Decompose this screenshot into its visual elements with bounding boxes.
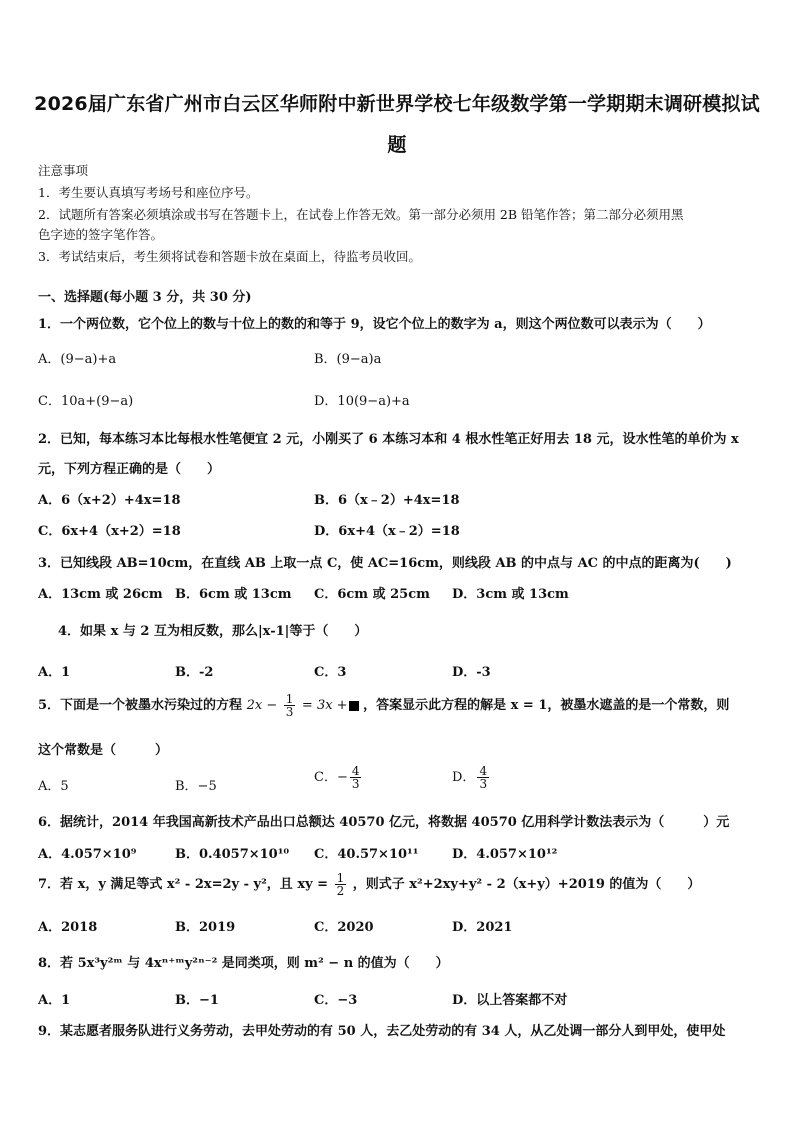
q6-option-a: A．4.057×10⁹: [38, 847, 137, 862]
question-2-line1: 2．已知，每本练习本比每根水性笔便宜 2 元，小刚买了 6 本练习本和 4 根水性笔正好用去 18 元，设水性笔的单价为 x: [38, 432, 739, 447]
q2-option-b: B．6（x﹣2）+4x=18: [314, 493, 460, 508]
q5-option-b: B．−5: [175, 779, 217, 794]
q5-c-numerator: 4: [351, 764, 360, 778]
q5-equation-right: = 3x +: [301, 698, 348, 713]
q5-equation-fraction: [284, 693, 296, 718]
q7-option-d: D．2021: [452, 920, 513, 935]
q8-option-d: D．以上答案都不对: [452, 993, 568, 1008]
question-3: 3．已知线段 AB=10cm，在直线 AB 上取一点 C，使 AC=16cm，则线段 AB 的中点与 AC 的中点的距离为( ): [38, 556, 732, 571]
q5-option-d-label: D．: [452, 770, 476, 785]
q1-option-c: C．10a+(9−a): [38, 394, 134, 409]
exam-title-line1: 2026届广东省广州市白云区华师附中新世界学校七年级数学第一学期期末调研模拟试: [34, 93, 760, 115]
question-8: 8．若 5x³y²ᵐ 与 4xⁿ⁺ᵐy²ⁿ⁻² 是同类项，则 m² − n 的值为（ ）: [38, 956, 449, 971]
q3-option-b: B．6cm 或 13cm: [175, 587, 292, 602]
question-1: 1．一个两位数，它个位上的数与十位上的数的和等于 9，设它个位上的数字为 a，则这个两位数可以表示为（ ）: [38, 317, 711, 332]
question-9: 9．某志愿者服务队进行义务劳动，去甲处劳动的有 50 人，去乙处劳动的有 34 人，从乙处调一部分人到甲处，使甲处: [38, 1024, 726, 1039]
q5-equation-left: 2x −: [246, 698, 278, 713]
ink-blot-icon: [349, 701, 359, 711]
q7-option-a: A．2018: [38, 920, 98, 935]
question-5-line2: 这个常数是（ ）: [38, 743, 169, 758]
q8-option-b: B．−1: [175, 993, 219, 1008]
q2-option-d: D．6x+4（x﹣2）=18: [314, 524, 460, 539]
q5-frac-denominator: 3: [285, 705, 294, 719]
question-6: 6．据统计，2014 年我国高新技术产品出口总额达 40570 亿元，将数据 40570 亿用科学计数法表示为（ ）元: [38, 815, 730, 830]
q4-option-c: C．3: [314, 665, 347, 680]
q7-frac-denominator: 2: [336, 884, 345, 898]
q7-option-c: C．2020: [314, 920, 374, 935]
q4-option-a: A．1: [38, 665, 71, 680]
q8-option-c: C．−3: [314, 993, 358, 1008]
q7-option-b: B．2019: [175, 920, 236, 935]
q5-option-c-label: C．−: [314, 770, 348, 785]
q3-option-d: D．3cm 或 13cm: [452, 587, 569, 602]
q5-d-denominator: 3: [479, 777, 488, 791]
question-5-line1: [38, 693, 729, 718]
notice-item-1: 1．考生要认真填写考场号和座位序号。: [38, 185, 259, 200]
q4-option-d: D．-3: [452, 665, 491, 680]
q5-d-numerator: 4: [479, 764, 488, 778]
section1-heading: 一、选择题(每小题 3 分，共 30 分): [38, 290, 252, 305]
q5-option-d-fraction: [477, 765, 489, 790]
q1-option-d: D．10(9−a)+a: [314, 394, 410, 409]
q1-option-b: B．(9−a)a: [314, 352, 382, 367]
q7-prefix: 7．若 x，y 满足等式 x² - 2x=2y - y²，且 xy =: [38, 877, 329, 892]
q7-fraction: [335, 872, 347, 897]
q5-frac-numerator: 1: [285, 692, 294, 706]
q1-option-a: A．(9−a)+a: [38, 352, 117, 367]
question-7: [38, 872, 700, 897]
q5-option-a: A．5: [38, 779, 69, 794]
q7-frac-numerator: 1: [336, 871, 345, 885]
q8-option-a: A．1: [38, 993, 71, 1008]
q2-option-a: A．6（x+2）+4x=18: [38, 493, 181, 508]
notice-item-2-cont: 色字迹的签字笔作答。: [38, 227, 164, 242]
q3-option-c: C．6cm 或 25cm: [314, 587, 430, 602]
question-4: 4．如果 x 与 2 互为相反数，那么|x-1|等于（ ）: [58, 624, 368, 639]
q5-suffix: ，答案显示此方程的解是 x = 1，被墨水遮盖的是一个常数，则: [363, 698, 730, 713]
q5-option-c: [314, 765, 363, 790]
q5-c-denominator: 3: [351, 777, 360, 791]
q2-option-c: C．6x+4（x+2）=18: [38, 524, 181, 539]
q7-suffix: ，则式子 x²+2xy+y² - 2（x+y）+2019 的值为（ ）: [352, 877, 701, 892]
q5-option-d: [452, 765, 491, 790]
notice-heading: 注意事项: [38, 163, 89, 178]
notice-item-2: 2．试题所有答案必须填涂或书写在答题卡上，在试卷上作答无效。第一部分必须用 2B 铅笔作答；第二部分必须用黑: [38, 207, 684, 222]
notice-item-3: 3．考试结束后，考生须将试卷和答题卡放在桌面上，待监考员收回。: [38, 249, 421, 264]
q5-option-c-fraction: [350, 765, 362, 790]
exam-title-line2: 题: [387, 134, 407, 156]
q4-option-b: B．-2: [175, 665, 214, 680]
question-2-line2: 元，下列方程正确的是（ ）: [38, 462, 221, 477]
q3-option-a: A．13cm 或 26cm: [38, 587, 163, 602]
q5-prefix: 5．下面是一个被墨水污染过的方程: [38, 698, 243, 713]
q6-option-c: C．40.57×10¹¹: [314, 847, 419, 862]
q6-option-d: D．4.057×10¹²: [452, 847, 558, 862]
q6-option-b: B．0.4057×10¹⁰: [175, 847, 290, 862]
